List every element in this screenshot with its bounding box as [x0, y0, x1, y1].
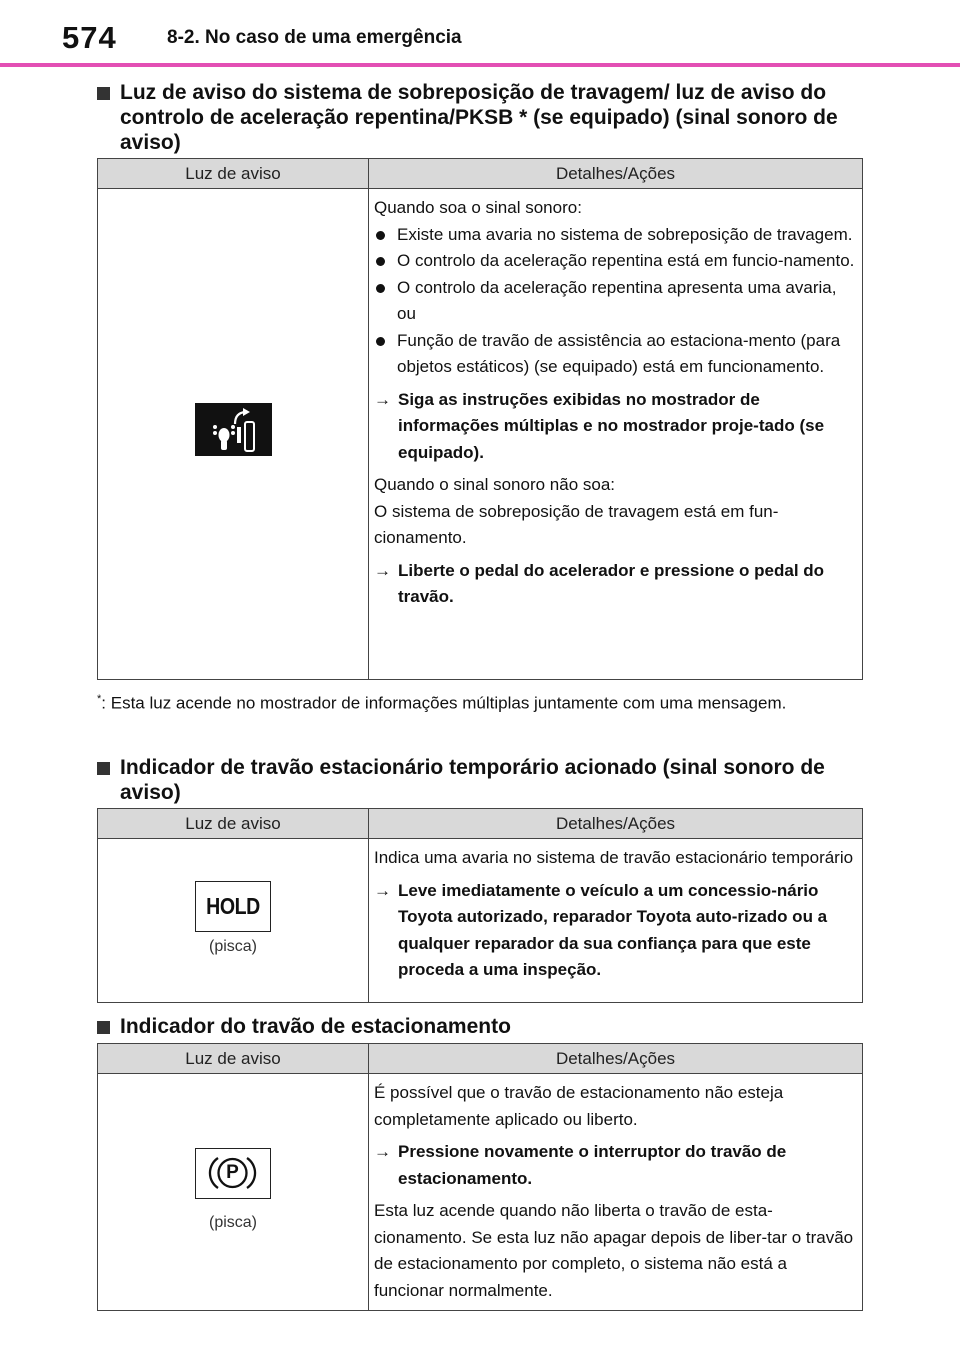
column-header-light: Luz de aviso — [98, 159, 369, 189]
section-brake-override — [97, 80, 863, 680]
arrow-icon: → — [374, 560, 391, 580]
column-header-details: Detalhes/Ações — [369, 809, 863, 839]
column-header-details: Detalhes/Ações — [369, 159, 863, 189]
section-parking-brake — [97, 1014, 863, 1311]
square-bullet-icon — [97, 80, 120, 155]
warning-table — [97, 808, 863, 1003]
section-title: Indicador do travão de estacionamento — [97, 1014, 863, 1039]
arrow-icon: → — [374, 389, 391, 409]
action-item: → Liberte o pedal do acelerador e pressione o pedal do travão. — [374, 558, 858, 611]
warning-details-cell — [369, 839, 863, 1003]
warning-details-cell — [369, 1074, 863, 1311]
brake-override-pedal-icon — [195, 403, 272, 456]
indicator-description: É possível que o travão de estacionamento não esteja completamente aplicado ou liberto. — [374, 1083, 784, 1129]
warning-light-cell — [98, 189, 369, 680]
bullet-icon — [374, 248, 397, 275]
section-title: Indicador de travão estacionário temporário acionado (sinal sonoro de aviso) — [97, 755, 863, 805]
indicator-note: Esta luz acende quando não liberta o travão de esta-cionamento. Se esta luz não apagar depois de liber-tar o travão de estacionamento por completo, o sistema não está a funcionar normalmente. — [374, 1201, 854, 1300]
list-item: Existe uma avaria no sistema de sobreposição de travagem. — [374, 222, 858, 249]
footnote-text: : Esta luz acende no mostrador de informações múltiplas juntamente com uma mensagem. — [101, 693, 787, 713]
chapter-title: 8-2. No caso de uma emergência — [167, 27, 462, 48]
header-rule — [0, 63, 960, 67]
page-number: 574 — [62, 20, 117, 55]
intro-text: Quando soa o sinal sonoro: — [374, 198, 582, 217]
list-item: Função de travão de assistência ao estaciona-mento (para objetos estáticos) (se equipado) está em funcionamento. — [374, 328, 858, 381]
condition-description: O sistema de sobreposição de travagem está em fun-cionamento. — [374, 501, 779, 547]
bullet-icon — [374, 275, 397, 328]
section-title: Luz de aviso do sistema de sobreposição de travagem/ luz de aviso do controlo de aceleração repentina/PKSB * (se equipado) (sinal sonoro de aviso) — [97, 80, 863, 155]
arrow-icon: → — [374, 1142, 391, 1161]
footnote-mark: * — [97, 693, 102, 705]
action-item: → Siga as instruções exibidas no mostrador de informações múltiplas e no mostrador proje-tado (se equipado). — [374, 387, 858, 467]
blink-label: (pisca) — [208, 937, 257, 955]
bullet-icon — [374, 328, 397, 381]
hold-icon: HOLD — [195, 881, 271, 932]
page-header — [0, 0, 960, 70]
warning-details-cell — [369, 189, 863, 680]
section-hold-indicator — [97, 755, 863, 1003]
column-header-details: Detalhes/Ações — [369, 1044, 863, 1074]
column-header-light: Luz de aviso — [98, 1044, 369, 1074]
column-header-light: Luz de aviso — [98, 809, 369, 839]
warning-light-cell — [98, 1074, 369, 1311]
list-item: O controlo da aceleração repentina está em funcio-namento. — [374, 248, 858, 275]
bullet-icon — [374, 222, 397, 249]
square-bullet-icon — [97, 755, 120, 805]
warning-table — [97, 158, 863, 680]
action-item: → Leve imediatamente o veículo a um concessio-nário Toyota autorizado, reparador Toyota auto-rizado ou a qualquer reparador da sua confiança para que este proceda a uma inspeção. — [374, 878, 858, 984]
arrow-icon: → — [374, 880, 391, 900]
blink-label: (pisca) — [208, 1213, 257, 1231]
list-item: O controlo da aceleração repentina apresenta uma avaria, ou — [374, 275, 858, 328]
footnote — [97, 686, 863, 717]
condition-text: Quando o sinal sonoro não soa: — [374, 475, 616, 494]
action-item: → Pressione novamente o interruptor do travão de estacionamento. — [374, 1139, 858, 1192]
warning-table — [97, 1043, 863, 1311]
warning-light-cell — [98, 839, 369, 1003]
indicator-description: Indica uma avaria no sistema de travão estacionário temporário — [374, 848, 854, 867]
parking-brake-icon: P — [195, 1148, 271, 1199]
square-bullet-icon — [97, 1014, 120, 1039]
